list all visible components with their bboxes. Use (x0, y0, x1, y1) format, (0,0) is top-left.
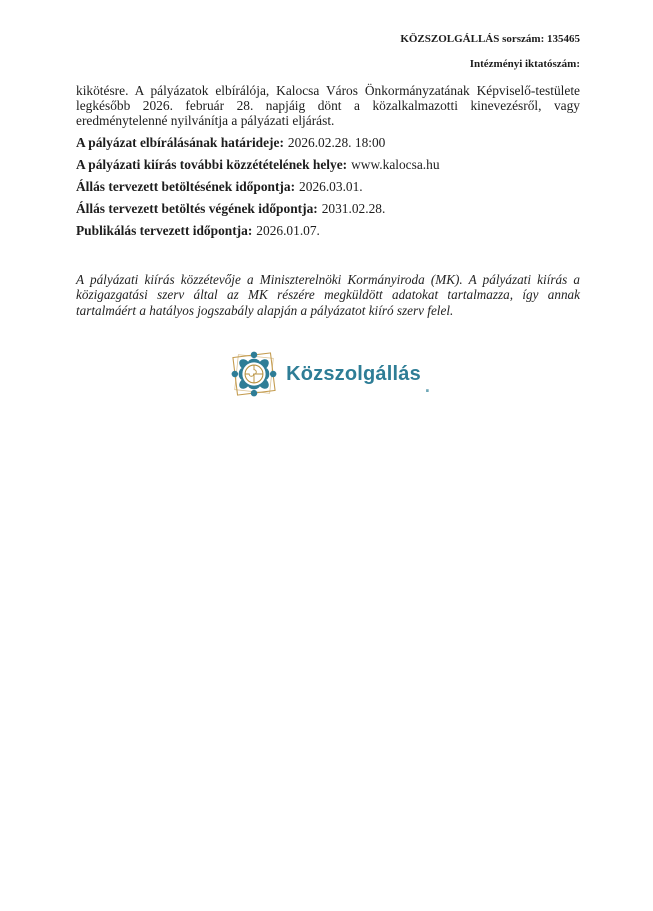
registry-number-line: Intézményi iktatószám: (469, 58, 580, 70)
field-label: Állás tervezett betöltés végének időpontja: (76, 201, 318, 216)
field-row-publish-date (76, 223, 580, 238)
field-value: 2031.02.28. (321, 201, 386, 216)
field-label: Publikálás tervezett időpontja: (76, 223, 253, 238)
field-label: Állás tervezett betöltésének időpontja: (76, 179, 296, 194)
field-row-publication-place (76, 157, 580, 172)
serial-number-line: KÖZSZOLGÁLLÁS sorszám: 135465 (400, 33, 580, 45)
disclaimer-paragraph: A pályázati kiírás közzétevője a Miniszterelnöki Kormányiroda (MK). A pályázati kiírás a közigazgatási szerv által az MK részére megküldött adatokat tartalmazza, így annak tartalmáért a hatályos jogszabály alapján a pályázatot kiíró szerv felel. (76, 272, 580, 318)
field-row-start-date (76, 179, 580, 194)
field-value: 2026.02.28. 18:00 (287, 135, 386, 150)
field-label: A pályázat elbírálásának határideje: (76, 135, 284, 150)
field-value: 2026.01.07. (256, 223, 320, 238)
field-value: www.kalocsa.hu (351, 157, 440, 172)
decision-paragraph: kikötésre. A pályázatok elbírálója, Kalocsa Város Önkormányzatának Képviselő-testülete legkésőbb 2026. február 28. napjáig dönt a közalkalmazotti kinevezésről, vagy eredménytelenné nyilvánítja a pályázati eljárást. (76, 83, 580, 128)
field-row-end-date (76, 201, 580, 216)
field-value: 2026.03.01. (299, 179, 363, 194)
field-row-deadline (76, 135, 580, 150)
kozszolgallas-logo (76, 347, 580, 401)
field-label: A pályázati kiírás további közzétételének helye: (76, 157, 348, 172)
document-header (76, 33, 580, 71)
kozszolgallas-logo-dot: . (424, 375, 430, 396)
kozszolgallas-logo-icon (226, 347, 282, 401)
kozszolgallas-logo-wordmark: Közszolgállás (286, 362, 421, 385)
